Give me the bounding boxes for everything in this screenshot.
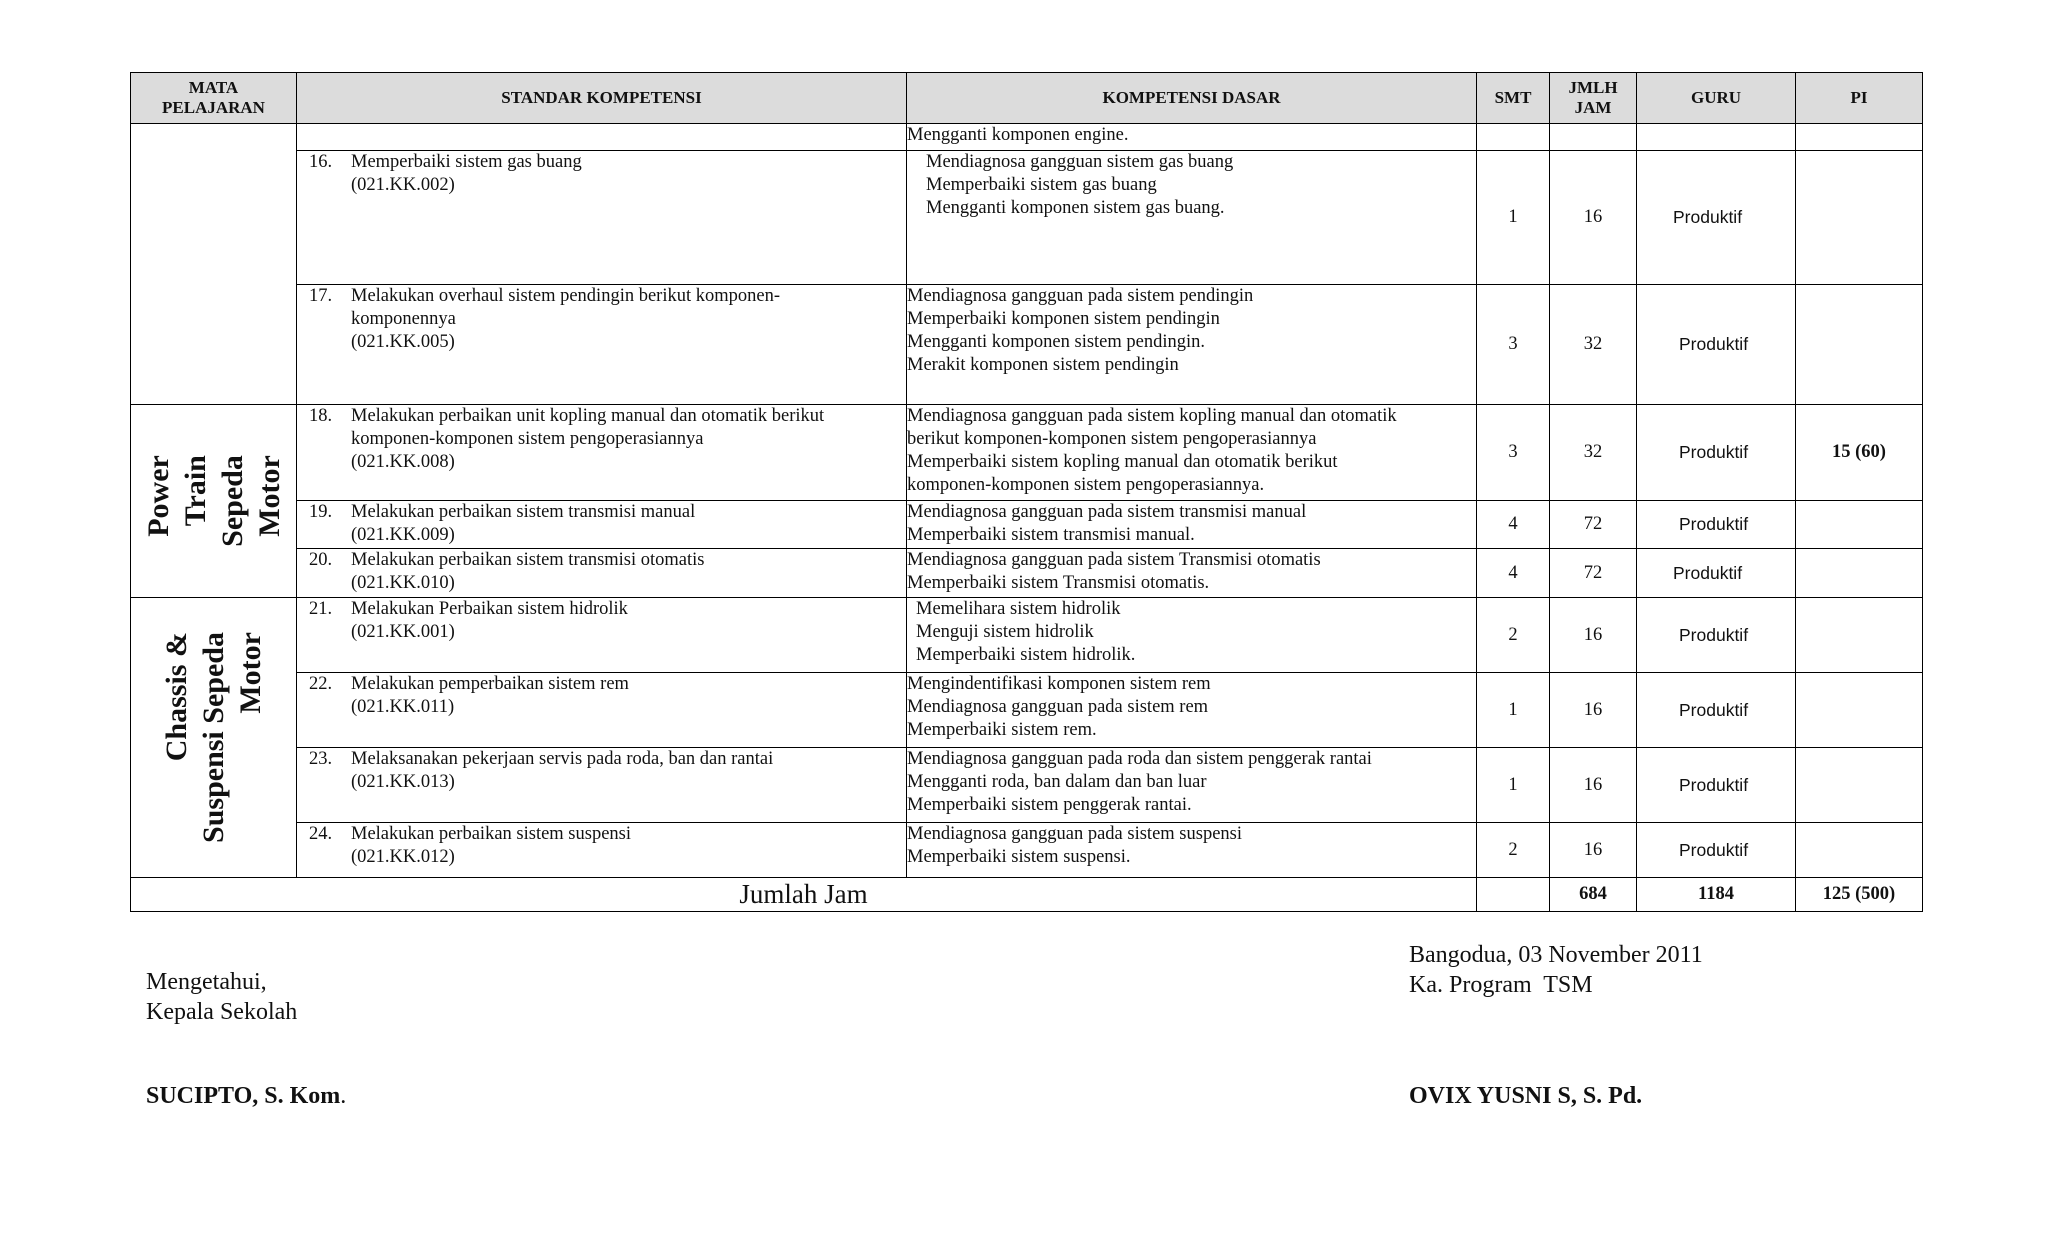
sk-cell: 17. Melakukan overhaul sistem pendingin berikut komponen- komponennya (021.KK.005): [297, 285, 907, 405]
total-guru: 1184: [1637, 878, 1796, 912]
header-standar-kompetensi: STANDAR KOMPETENSI: [297, 73, 907, 124]
kd-cell: Memelihara sistem hidrolik Menguji sistem hidrolik Memperbaiki sistem hidrolik.: [907, 598, 1477, 673]
sk-cell: 23. Melaksanakan pekerjaan servis pada roda, ban dan rantai (021.KK.013): [297, 748, 907, 823]
header-pi: PI: [1796, 73, 1923, 124]
table-row: [131, 285, 1923, 405]
header-kompetensi-dasar: KOMPETENSI DASAR: [907, 73, 1477, 124]
sk-cell: 22. Melakukan pemperbaikan sistem rem (021.KK.011): [297, 673, 907, 748]
kd-cell: Mendiagnosa gangguan sistem gas buang Memperbaiki sistem gas buang Mengganti komponen sistem gas buang.: [907, 151, 1477, 285]
table-row: [131, 598, 1923, 673]
signature-right: [1409, 940, 1703, 1000]
sk-cell: 18. Melakukan perbaikan unit kopling manual dan otomatik berikut komponen-komponen sistem pengoperasiannya (021.KK.008): [297, 405, 907, 501]
pi-cell: [1796, 748, 1923, 823]
kd-cell: Mendiagnosa gangguan pada sistem Transmisi otomatis Memperbaiki sistem Transmisi otomatis.: [907, 549, 1477, 598]
signature-left-name-suffix: .: [340, 1083, 347, 1109]
jam-cell: 32: [1550, 285, 1637, 405]
signature-left: [146, 967, 297, 1027]
signature-left-line1: Mengetahui,: [146, 969, 267, 995]
smt-cell: 2: [1477, 598, 1550, 673]
kd-cell: Mendiagnosa gangguan pada sistem kopling manual dan otomatik berikut komponen-komponen sistem pengoperasiannya Memperbaiki sistem kopling manual dan otomatik berikut komponen-komponen sistem pengoperasiannya.: [907, 405, 1477, 501]
smt-cell: 4: [1477, 501, 1550, 549]
header-jmlh-jam: JMLH JAM: [1550, 73, 1637, 124]
group-chassis-suspensi: [131, 598, 297, 878]
header-mata-pelajaran: MATA PELAJARAN: [131, 73, 297, 124]
guru-cell: Produktif: [1637, 285, 1796, 405]
jam-cell: 72: [1550, 501, 1637, 549]
signature-left-name: SUCIPTO, S. Kom: [146, 1083, 341, 1109]
jam-cell: 16: [1550, 151, 1637, 285]
jam-cell: 16: [1550, 823, 1637, 878]
table-header-row: [131, 73, 1923, 124]
jam-cell: 72: [1550, 549, 1637, 598]
table-row: [131, 823, 1923, 878]
guru-cell: Produktif: [1637, 823, 1796, 878]
jam-cell: 32: [1550, 405, 1637, 501]
kd-cell: Mendiagnosa gangguan pada sistem transmisi manual Memperbaiki sistem transmisi manual.: [907, 501, 1477, 549]
header-guru: GURU: [1637, 73, 1796, 124]
signature-left-line2: Kepala Sekolah: [146, 999, 298, 1025]
smt-cell: 1: [1477, 151, 1550, 285]
pi-cell: [1796, 501, 1923, 549]
group-label-chassis: Chassis & Suspensi Sepeda Motor: [160, 632, 267, 843]
jam-cell: 16: [1550, 748, 1637, 823]
sk-cell: 16. Memperbaiki sistem gas buang (021.KK.002): [297, 151, 907, 285]
kd-cell: Mendiagnosa gangguan pada sistem suspensi Memperbaiki sistem suspensi.: [907, 823, 1477, 878]
group-label-power-train: Power Train Sepeda Motor: [141, 455, 286, 547]
table-row: [131, 549, 1923, 598]
pi-cell: [1796, 285, 1923, 405]
sk-cell: 21. Melakukan Perbaikan sistem hidrolik (021.KK.001): [297, 598, 907, 673]
kd-cell: Mendiagnosa gangguan pada sistem pendingin Memperbaiki komponen sistem pendingin Mengganti komponen sistem pendingin. Merakit komponen sistem pendingin: [907, 285, 1477, 405]
group-power-train: [131, 405, 297, 598]
smt-cell: 3: [1477, 405, 1550, 501]
guru-cell: Produktif: [1637, 405, 1796, 501]
table-row: [131, 151, 1923, 285]
jam-cell: 16: [1550, 598, 1637, 673]
total-label: Jumlah Jam: [131, 878, 1477, 912]
signature-right-name: OVIX YUSNI S, S. Pd.: [1409, 1083, 1643, 1109]
smt-cell: 1: [1477, 748, 1550, 823]
pi-cell: [1796, 673, 1923, 748]
guru-cell: Produktif: [1637, 598, 1796, 673]
guru-cell: Produktif: [1637, 151, 1796, 285]
sk-cell: 24. Melakukan perbaikan sistem suspensi (021.KK.012): [297, 823, 907, 878]
signature-right-line2: Ka. Program TSM: [1409, 972, 1593, 998]
pi-cell: [1796, 823, 1923, 878]
guru-cell: Produktif: [1637, 501, 1796, 549]
table-row: [131, 405, 1923, 501]
smt-cell: 3: [1477, 285, 1550, 405]
pi-cell: 15 (60): [1796, 405, 1923, 501]
jam-cell: 16: [1550, 673, 1637, 748]
table-row: [131, 748, 1923, 823]
signature-right-line1: Bangodua, 03 November 2011: [1409, 942, 1703, 968]
total-pi: 125 (500): [1796, 878, 1923, 912]
kd-cell: Mengindentifikasi komponen sistem rem Mendiagnosa gangguan pada sistem rem Memperbaiki sistem rem.: [907, 673, 1477, 748]
signature-left-name-block: [146, 1081, 346, 1111]
smt-cell: 1: [1477, 673, 1550, 748]
table-row: [131, 124, 1923, 151]
sk-cell: 20. Melakukan perbaikan sistem transmisi otomatis (021.KK.010): [297, 549, 907, 598]
header-smt: SMT: [1477, 73, 1550, 124]
kd-cell: Mengganti komponen engine.: [907, 124, 1477, 151]
guru-cell: Produktif: [1637, 748, 1796, 823]
pi-cell: [1796, 549, 1923, 598]
mata-pelajaran-cell-empty: [131, 124, 297, 405]
sk-cell: 19. Melakukan perbaikan sistem transmisi manual (021.KK.009): [297, 501, 907, 549]
kd-cell: Mendiagnosa gangguan pada roda dan sistem penggerak rantai Mengganti roda, ban dalam dan ban luar Memperbaiki sistem penggerak rantai.: [907, 748, 1477, 823]
table-row: [131, 673, 1923, 748]
guru-cell: Produktif: [1637, 549, 1796, 598]
total-jam: 684: [1550, 878, 1637, 912]
pi-cell: [1796, 151, 1923, 285]
total-smt: [1477, 878, 1550, 912]
smt-cell: 2: [1477, 823, 1550, 878]
pi-cell: [1796, 598, 1923, 673]
smt-cell: 4: [1477, 549, 1550, 598]
guru-cell: Produktif: [1637, 673, 1796, 748]
table-row: [131, 501, 1923, 549]
total-row: [131, 878, 1923, 912]
curriculum-table: [130, 72, 1923, 912]
